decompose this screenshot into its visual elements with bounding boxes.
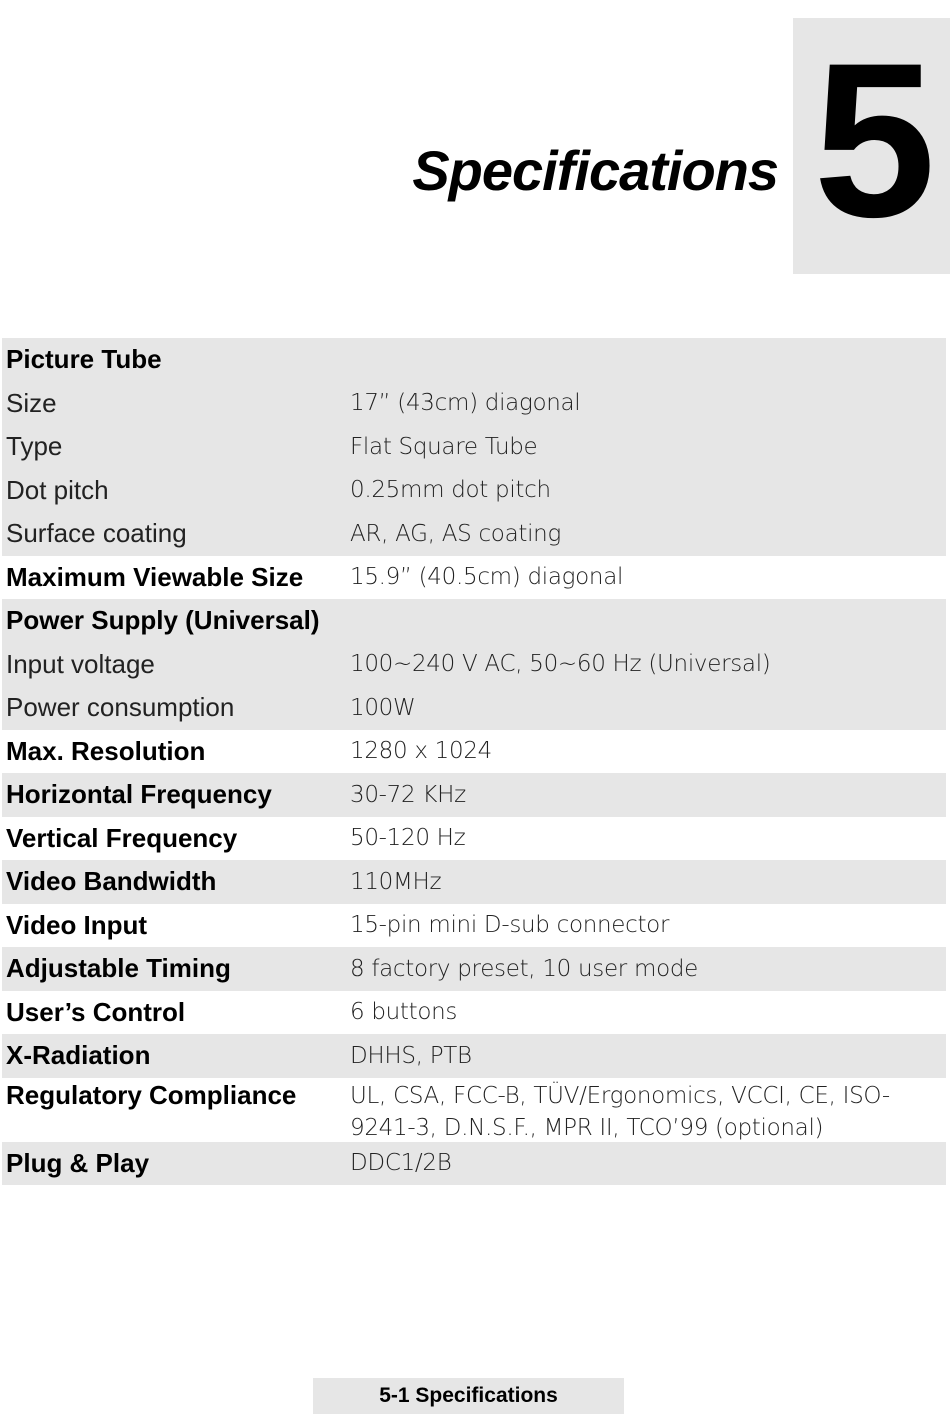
spec-row: [2, 1034, 946, 1078]
spec-value: UL, CSA, FCC-B, TÜV/Ergonomics, VCCI, CE, ISO-9241-3, D.N.S.F., MPR II, TCO’99 (optional): [350, 1082, 890, 1141]
spec-row: [2, 817, 946, 861]
chapter-number: 5: [813, 17, 930, 263]
spec-label: Plug & Play: [6, 1147, 150, 1178]
spec-label: Surface coating: [6, 518, 187, 549]
spec-row: [2, 425, 946, 469]
spec-row: [2, 469, 946, 513]
spec-label: Regulatory Compliance: [6, 1079, 297, 1110]
spec-label: Video Bandwidth: [6, 866, 217, 897]
spec-row: [2, 686, 946, 730]
spec-value: DDC1/2B: [350, 1150, 452, 1177]
spec-value: 100~240 V AC, 50~60 Hz (Universal): [350, 651, 771, 678]
spec-label: Horizontal Frequency: [6, 779, 272, 810]
spec-value: 15.9” (40.5cm) diagonal: [350, 564, 624, 591]
spec-value: 8 factory preset, 10 user mode: [350, 955, 699, 982]
spec-label: Vertical Frequency: [6, 822, 238, 853]
spec-label: Input voltage: [6, 648, 155, 679]
spec-label: X-Radiation: [6, 1040, 151, 1071]
spec-value: 15-pin mini D-sub connector: [350, 912, 670, 939]
spec-value: DHHS, PTB: [350, 1042, 472, 1069]
page-title: Specifications: [412, 139, 778, 202]
spec-label: Power consumption: [6, 692, 235, 723]
spec-row: [2, 382, 946, 426]
spec-label: Adjustable Timing: [6, 953, 231, 984]
spec-label: Maximum Viewable Size: [6, 561, 304, 592]
spec-value: 50-120 Hz: [350, 825, 466, 852]
spec-label: Picture Tube: [6, 344, 162, 375]
spec-row: [2, 730, 946, 774]
spec-value: 30-72 KHz: [350, 781, 466, 808]
spec-row: [2, 904, 946, 948]
spec-row: [2, 947, 946, 991]
spec-label: Size: [6, 387, 57, 418]
spec-label: Max. Resolution: [6, 735, 206, 766]
spec-value: 6 buttons: [350, 999, 458, 1026]
spec-row: [2, 773, 946, 817]
spec-label: Video Input: [6, 909, 148, 940]
spec-label: User’s Control: [6, 996, 186, 1027]
spec-value: AR, AG, AS coating: [350, 520, 561, 547]
spec-value: 100W: [350, 694, 416, 721]
specifications-table: [2, 338, 946, 1185]
spec-value: 110MHz: [350, 868, 442, 895]
spec-label: Dot pitch: [6, 474, 109, 505]
spec-value: 1280 x 1024: [350, 738, 492, 765]
spec-row: [2, 991, 946, 1035]
spec-row: [2, 512, 946, 556]
spec-value: Flat Square Tube: [350, 433, 538, 460]
spec-label: Power Supply (Universal): [6, 605, 320, 636]
spec-row: [2, 860, 946, 904]
spec-value: 17” (43cm) diagonal: [350, 390, 581, 417]
spec-row: [2, 556, 946, 600]
spec-label: Type: [6, 431, 63, 462]
spec-row: [2, 1078, 946, 1142]
spec-value: 0.25mm dot pitch: [350, 477, 551, 504]
spec-row: [2, 338, 946, 382]
page-footer: 5-1 Specifications: [313, 1378, 624, 1414]
spec-row: [2, 643, 946, 687]
spec-row: [2, 599, 946, 643]
spec-row: [2, 1142, 946, 1186]
